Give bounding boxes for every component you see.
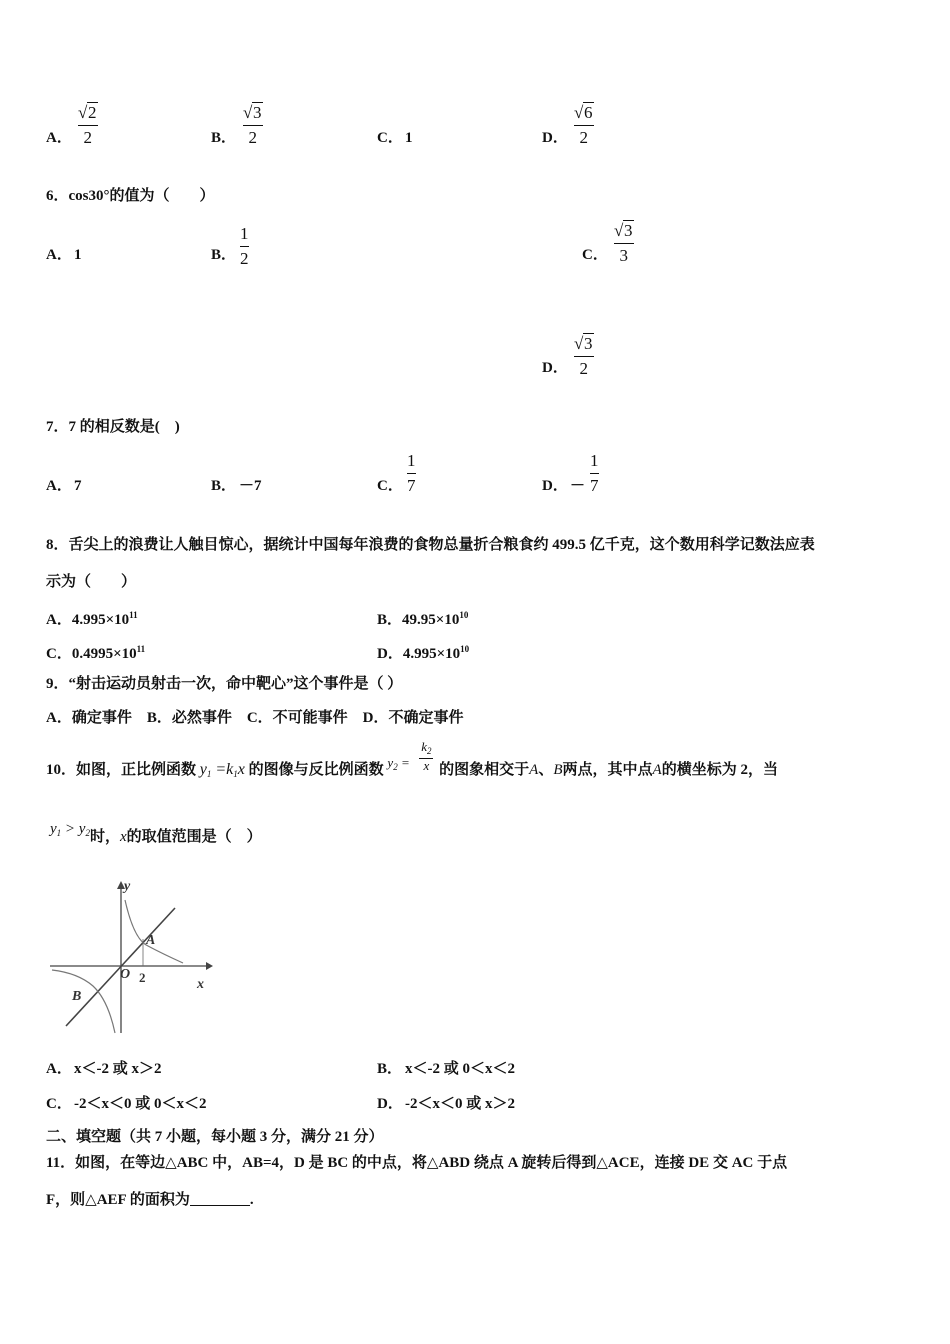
q10-stem-part7: 的取值范围是（ ）	[126, 829, 262, 845]
graph-label-a: A	[146, 933, 156, 948]
q6-c-denominator: 3	[619, 246, 628, 265]
graph-label-origin: O	[120, 967, 131, 982]
q8-option-b-base: 49.95×10	[402, 612, 460, 628]
q8-option-d-label: D．	[377, 646, 403, 662]
q10-option-b-label: B．	[377, 1061, 403, 1077]
q10-option-c-label: C．	[46, 1096, 72, 1112]
q10-f2-num: k	[421, 739, 428, 754]
q5-d-radicand: 6	[584, 103, 593, 122]
q10-stem-part5: 的横坐标为 2，当	[661, 762, 778, 778]
q10-formula-inverse	[387, 739, 435, 774]
q10-f1-y: y	[199, 761, 207, 778]
q10-option-b-value: x＜-2 或 0＜x＜2	[405, 1061, 515, 1077]
q11-answer-blank[interactable]	[190, 1191, 250, 1206]
q6-option-d-label: D．	[542, 360, 568, 376]
q9-options: A．确定事件 B．必然事件 C．不可能事件 D．不确定事件	[46, 710, 464, 726]
q10-f1-eq: =k	[211, 761, 234, 778]
q7-d-denominator: 7	[590, 476, 599, 495]
q10-option-a-label: A．	[46, 1061, 72, 1077]
q10-option-c-value: -2＜x＜0 或 0＜x＜2	[74, 1096, 207, 1112]
q10-cond-y1: y	[50, 821, 57, 837]
q6-option-c-value: √ 3 3	[614, 221, 633, 265]
q8-stem-line1: 8．舌尖上的浪费让人触目惊心，据统计中国每年浪费的食物总量折合粮食约 499.5 亿千克，这个数用科学记数法应表	[46, 537, 815, 553]
graph-hyperbola-q3	[52, 970, 115, 1033]
q10-point-a2: A	[652, 762, 662, 778]
q7-option-d-label: D．	[542, 478, 568, 494]
q8-option-b-exp: 10	[459, 610, 469, 620]
q5-option-d-value: √ 6 2	[574, 103, 593, 147]
q5-a-radicand: 2	[88, 103, 97, 122]
q8-option-a	[46, 606, 138, 629]
q10-point-b: B	[553, 762, 563, 778]
q5-b-denominator: 2	[248, 128, 257, 147]
q10-f1-ksub: 1	[233, 769, 238, 779]
q10-f1-sub: 1	[206, 769, 212, 779]
q5-d-denominator: 2	[579, 128, 588, 147]
q10-stem-line2	[50, 821, 262, 850]
q8-option-d-exp: 10	[460, 644, 470, 654]
q7-d-sign: －	[570, 478, 586, 494]
q10-stem-part6: 时，	[89, 829, 120, 845]
graph-label-tick-2: 2	[139, 970, 146, 985]
q10-stem-line1	[46, 739, 778, 783]
q5-option-b-label: B．	[211, 130, 237, 146]
q10-f2-sub: 2	[393, 762, 398, 772]
q8-option-c-label: C．	[46, 646, 72, 662]
q10-cond-y2: y	[78, 821, 86, 837]
q6-option-b-value	[240, 223, 249, 270]
q10-point-a: A	[529, 762, 539, 778]
q7-option-c-value	[407, 450, 416, 497]
q6-b-denominator: 2	[240, 249, 249, 268]
q6-c-radicand: 3	[624, 221, 633, 240]
q7-option-a-label: A．	[46, 478, 72, 494]
q6-d-denominator: 2	[579, 359, 588, 378]
q6-option-c-label: C．	[582, 247, 608, 263]
graph-label-y: y	[124, 879, 131, 894]
q11-stem-line2a: F，则△AEF 的面积为	[46, 1192, 190, 1208]
q5-option-c-label: C．	[377, 130, 403, 146]
q8-option-b-label: B．	[377, 612, 403, 628]
q7-c-denominator: 7	[407, 476, 416, 495]
q11-stem-line2b: .	[249, 1192, 254, 1208]
q6-option-a-value: 1	[74, 247, 82, 263]
graph-x-arrow	[206, 962, 213, 970]
q7-option-a-value: 7	[74, 478, 82, 494]
q10-sep: 、	[538, 762, 554, 778]
q7-option-c-label: C．	[377, 478, 403, 494]
q5-option-a-label: A．	[46, 130, 72, 146]
q5-a-denominator: 2	[83, 128, 92, 147]
q7-option-d-value	[590, 450, 599, 497]
q7-stem: 7．7 的相反数是( )	[46, 419, 180, 435]
q7-option-b-value: －7	[239, 478, 262, 494]
q10-option-d-label: D．	[377, 1096, 403, 1112]
q7-d-numerator: 1	[590, 451, 599, 470]
q10-condition	[50, 821, 90, 837]
q10-stem-part4: 两点，其中点	[562, 762, 653, 778]
q11-stem-line1: 11．如图，在等边△ABC 中，AB=4，D 是 BC 的中点，将△ABD 绕点 A 旋转后得到△ACE，连接 DE 交 AC 于点	[46, 1155, 788, 1171]
q6-b-numerator: 1	[240, 224, 249, 243]
q10-stem-part3: 的图象相交于	[439, 762, 530, 778]
q6-option-d-value: √ 3 2	[574, 334, 593, 378]
q8-option-b	[377, 606, 468, 629]
q10-stem-part2: 的图像与反比例函数	[248, 762, 384, 778]
q10-option-a-value: x＜-2 或 x＞2	[74, 1061, 162, 1077]
q5-option-b-value: √ 3 2	[243, 103, 262, 147]
q10-f1-x: x	[237, 761, 245, 778]
section-heading-fill-in: 二、填空题（共 7 小题，每小题 3 分，满分 21 分）	[46, 1129, 384, 1145]
q10-formula-direct	[200, 761, 245, 778]
q10-f2-numsub: 2	[427, 746, 432, 756]
q8-option-d	[377, 640, 469, 663]
q10-cond-sub1: 1	[56, 828, 62, 838]
q6-stem: 6．cos30°的值为（ ）	[46, 188, 215, 204]
graph-label-x: x	[197, 977, 204, 992]
q8-option-a-label: A．	[46, 612, 72, 628]
q5-b-radicand: 3	[253, 103, 262, 122]
q6-option-a-label: A．	[46, 247, 72, 263]
q5-option-d-label: D．	[542, 130, 568, 146]
q8-option-c-base: 0.4995×10	[71, 646, 137, 662]
q6-option-b-label: B．	[211, 247, 237, 263]
q8-option-a-exp: 11	[129, 610, 138, 620]
q8-stem-line2: 示为（ ）	[46, 574, 137, 590]
q10-cond-sub2: 2	[85, 828, 90, 838]
q5-option-c-value: 1	[405, 130, 413, 146]
q8-option-c-exp: 11	[136, 644, 146, 654]
q10-cond-gt: >	[61, 821, 79, 837]
q10-option-d-value: -2＜x＜0 或 x＞2	[405, 1096, 515, 1112]
q10-f2-eq: =	[397, 755, 410, 770]
q5-option-a-value: √ 2 2	[78, 103, 97, 147]
q8-option-a-base: 4.995×10	[71, 612, 130, 628]
q10-stem-part1: 10．如图，正比例函数	[46, 762, 197, 778]
q11-stem-line2	[46, 1191, 254, 1209]
q7-option-b-label: B．	[211, 478, 237, 494]
q9-stem: 9．“射击运动员射击一次，命中靶心”这个事件是（ ）	[46, 676, 403, 692]
q6-d-radicand: 3	[584, 334, 593, 353]
q10-f2-den: x	[423, 758, 430, 773]
q8-option-c	[46, 640, 145, 663]
q10-f2-y: y	[387, 755, 394, 770]
graph-label-b: B	[72, 989, 82, 1004]
q7-c-numerator: 1	[407, 451, 416, 470]
q10-function-graph	[48, 878, 213, 1038]
q10-var-x: x	[119, 829, 127, 845]
q8-option-d-base: 4.995×10	[402, 646, 461, 662]
